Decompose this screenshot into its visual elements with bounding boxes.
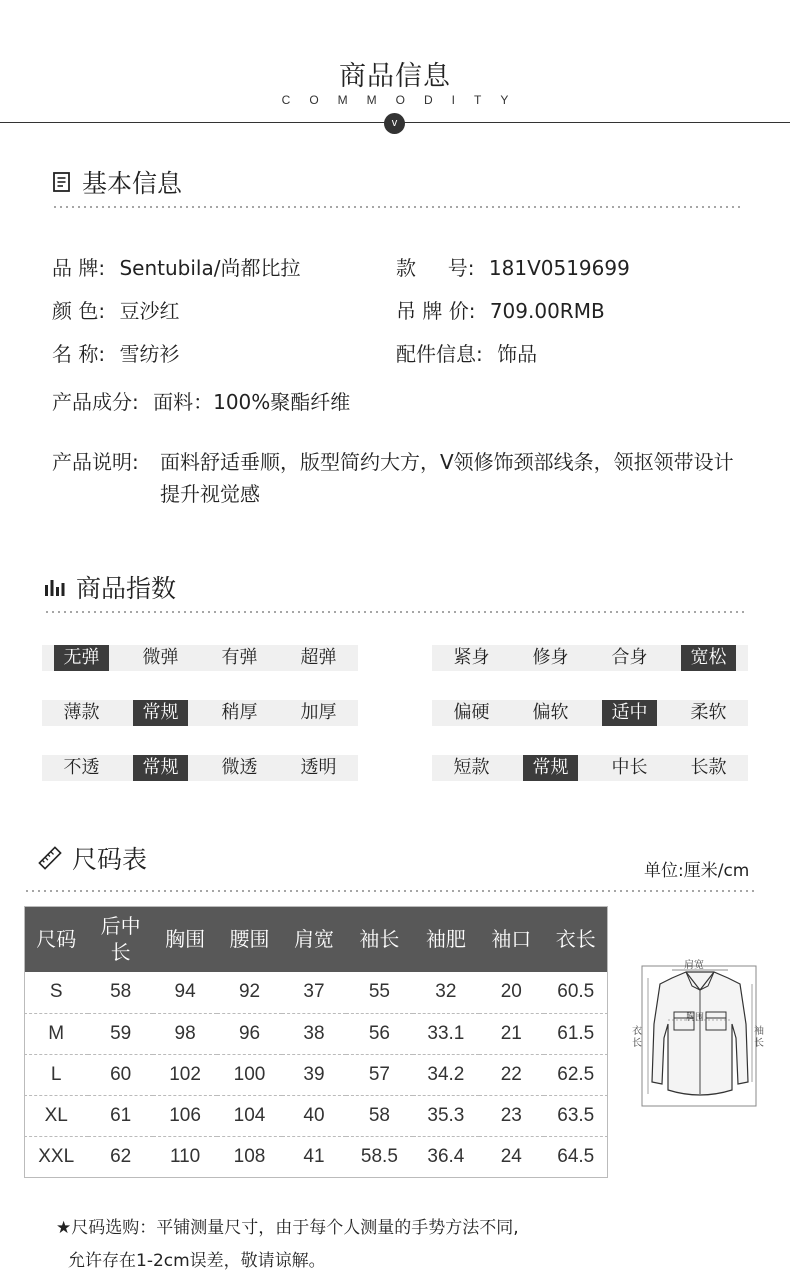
size-value-cell: 62.5 xyxy=(544,1054,608,1095)
size-label-cell: XL xyxy=(24,1095,88,1136)
table-row xyxy=(24,1136,608,1177)
size-value-cell: 60.5 xyxy=(544,972,608,1013)
price-label: 吊 牌 价: xyxy=(396,299,476,323)
size-table-header-cell: 胸围 xyxy=(153,906,217,972)
index-option: 长款 xyxy=(690,757,727,778)
size-value-cell: 24 xyxy=(500,1145,522,1167)
name-value: 雪纺衫 xyxy=(119,342,180,366)
index-option-selected: 常规 xyxy=(133,755,188,781)
size-value-cell: 55 xyxy=(346,972,412,1013)
size-value-cell: 63.5 xyxy=(544,1095,608,1136)
size-value-cell: 106 xyxy=(153,1095,217,1136)
size-value-cell: 32 xyxy=(413,972,479,1013)
description-label: 产品说明: xyxy=(52,450,139,474)
index-group xyxy=(42,700,358,726)
index-option-selected: 适中 xyxy=(602,700,657,726)
diagram-sleeve-label: 袖长 xyxy=(754,1026,764,1049)
shirt-diagram-icon xyxy=(628,954,770,1112)
size-value-cell: 57 xyxy=(346,1054,412,1095)
index-option-selected: 常规 xyxy=(523,755,578,781)
price-value: 709.00RMB xyxy=(489,299,605,323)
size-label-cell: XXL xyxy=(38,1145,75,1167)
color-row xyxy=(52,295,179,324)
size-table-header-cell: 腰围 xyxy=(217,906,281,972)
brand-row xyxy=(52,252,300,281)
size-value-cell: 21 xyxy=(479,1013,543,1054)
table-row xyxy=(24,972,608,1013)
brand-label: 品 牌: xyxy=(52,256,106,280)
size-value-cell: 61.5 xyxy=(544,1013,608,1054)
dotted-divider xyxy=(24,890,754,892)
color-label: 颜 色: xyxy=(52,299,106,323)
index-heading xyxy=(44,569,176,605)
index-group xyxy=(42,755,358,781)
index-group xyxy=(42,645,358,671)
basic-info-title: 基本信息 xyxy=(82,169,183,198)
size-value-cell: 58 xyxy=(88,972,152,1013)
size-value-cell: 108 xyxy=(233,1145,266,1167)
diagram-length-label: 衣长 xyxy=(632,1026,642,1049)
size-table-header-cell: 袖口 xyxy=(479,906,543,972)
size-value-cell: 35.3 xyxy=(413,1095,479,1136)
composition-row xyxy=(52,386,350,415)
size-table-header-cell: 尺码 xyxy=(24,906,88,972)
style-label: 款 号: xyxy=(396,256,475,280)
basic-info-heading xyxy=(52,164,182,200)
dotted-divider xyxy=(52,206,742,208)
size-table-header-cell: 后中长 xyxy=(88,906,152,972)
index-option-selected: 无弹 xyxy=(54,645,109,671)
size-value-cell: 33.1 xyxy=(413,1013,479,1054)
index-option: 微弹 xyxy=(142,647,179,668)
size-value-cell: 102 xyxy=(153,1054,217,1095)
accessory-label: 配件信息: xyxy=(396,342,483,366)
name-label: 名 称: xyxy=(52,342,106,366)
ruler-icon xyxy=(38,846,62,870)
table-row xyxy=(24,1013,608,1054)
index-option: 超弹 xyxy=(300,647,337,668)
size-heading xyxy=(38,840,147,876)
index-group xyxy=(432,645,748,671)
index-option: 不透 xyxy=(63,757,100,778)
size-value-cell: 100 xyxy=(217,1054,281,1095)
size-value-cell: 41 xyxy=(303,1145,325,1167)
size-value-cell: 94 xyxy=(153,972,217,1013)
size-value-cell: 98 xyxy=(153,1013,217,1054)
price-row xyxy=(396,295,605,324)
size-value-cell: 64.5 xyxy=(557,1145,595,1167)
accessory-value: 饰品 xyxy=(497,342,538,366)
composition-value: 面料：100%聚酯纤维 xyxy=(153,390,351,414)
index-option-selected: 常规 xyxy=(133,700,188,726)
size-value-cell: 58 xyxy=(346,1095,412,1136)
size-value-cell: 40 xyxy=(282,1095,346,1136)
document-list-icon xyxy=(52,171,72,193)
index-option: 加厚 xyxy=(300,702,337,723)
index-option: 紧身 xyxy=(453,647,490,668)
size-value-cell: 38 xyxy=(282,1013,346,1054)
size-unit: 单位:厘米/cm xyxy=(644,861,750,881)
index-option: 中长 xyxy=(611,757,648,778)
index-option: 透明 xyxy=(300,757,337,778)
size-table-header-cell: 袖长 xyxy=(346,906,412,972)
index-option: 柔软 xyxy=(690,702,727,723)
size-label-cell: L xyxy=(24,1054,88,1095)
index-option: 修身 xyxy=(532,647,569,668)
index-option: 短款 xyxy=(453,757,490,778)
index-option: 微透 xyxy=(221,757,258,778)
size-value-cell: 37 xyxy=(282,972,346,1013)
index-title: 商品指数 xyxy=(76,574,177,603)
index-option-selected: 宽松 xyxy=(681,645,736,671)
index-option: 稍厚 xyxy=(221,702,258,723)
index-option: 偏软 xyxy=(532,702,569,723)
note-line-2: 允许存在1-2cm误差，敬请谅解。 xyxy=(68,1251,326,1271)
size-value-cell: 110 xyxy=(169,1145,201,1167)
size-value-cell: 39 xyxy=(282,1054,346,1095)
size-value-cell: 60 xyxy=(88,1054,152,1095)
bar-chart-icon xyxy=(44,577,66,597)
size-value-cell: 96 xyxy=(217,1013,281,1054)
size-table-header xyxy=(24,906,608,972)
size-value-cell: 56 xyxy=(346,1013,412,1054)
page-subtitle: COMMODITY xyxy=(281,93,528,107)
size-value-cell: 59 xyxy=(88,1013,152,1054)
table-row xyxy=(24,1054,608,1095)
garment-diagram xyxy=(628,954,770,1112)
index-option: 薄款 xyxy=(63,702,100,723)
description-value: 面料舒适垂顺，版型简约大方，V领修饰颈部线条，领抠领带设计提升视觉感 xyxy=(160,450,734,506)
style-value: 181V0519699 xyxy=(488,256,630,280)
size-value-cell: 62 xyxy=(110,1145,132,1167)
table-row xyxy=(24,1095,608,1136)
size-value-cell: 34.2 xyxy=(413,1054,479,1095)
chevron-down-icon: v xyxy=(384,113,405,134)
size-value-cell: 61 xyxy=(88,1095,152,1136)
size-label-cell: S xyxy=(24,972,88,1013)
size-table xyxy=(24,906,608,1177)
index-option: 合身 xyxy=(611,647,648,668)
page-title: 商品信息 xyxy=(339,61,451,92)
size-value-cell: 104 xyxy=(217,1095,281,1136)
color-value: 豆沙红 xyxy=(119,299,180,323)
index-group xyxy=(432,700,748,726)
size-label-cell: M xyxy=(24,1013,88,1054)
size-title: 尺码表 xyxy=(72,845,148,874)
size-value-cell: 22 xyxy=(479,1054,543,1095)
index-option: 偏硬 xyxy=(453,702,490,723)
size-table-header-cell: 袖肥 xyxy=(413,906,479,972)
size-value-cell: 36.4 xyxy=(427,1145,465,1167)
accessory-row xyxy=(396,338,537,367)
name-row xyxy=(52,338,179,367)
size-table-header-cell: 肩宽 xyxy=(282,906,346,972)
dotted-divider xyxy=(44,611,748,613)
diagram-chest-label: 胸围 xyxy=(686,1013,705,1023)
size-value-cell: 20 xyxy=(479,972,543,1013)
diagram-shoulder-label: 肩宽 xyxy=(684,960,704,971)
note-line-1: ★尺码选购：平铺测量尺寸，由于每个人测量的手势方法不同, xyxy=(56,1218,519,1238)
size-value-cell: 92 xyxy=(217,972,281,1013)
size-value-cell: 58.5 xyxy=(360,1145,398,1167)
brand-value: Sentubila/尚都比拉 xyxy=(119,256,301,280)
size-value-cell: 23 xyxy=(479,1095,543,1136)
index-group xyxy=(432,755,748,781)
style-row xyxy=(396,252,630,281)
size-table-header-cell: 衣长 xyxy=(544,906,608,972)
index-option: 有弹 xyxy=(221,647,258,668)
composition-label: 产品成分: xyxy=(52,390,139,414)
